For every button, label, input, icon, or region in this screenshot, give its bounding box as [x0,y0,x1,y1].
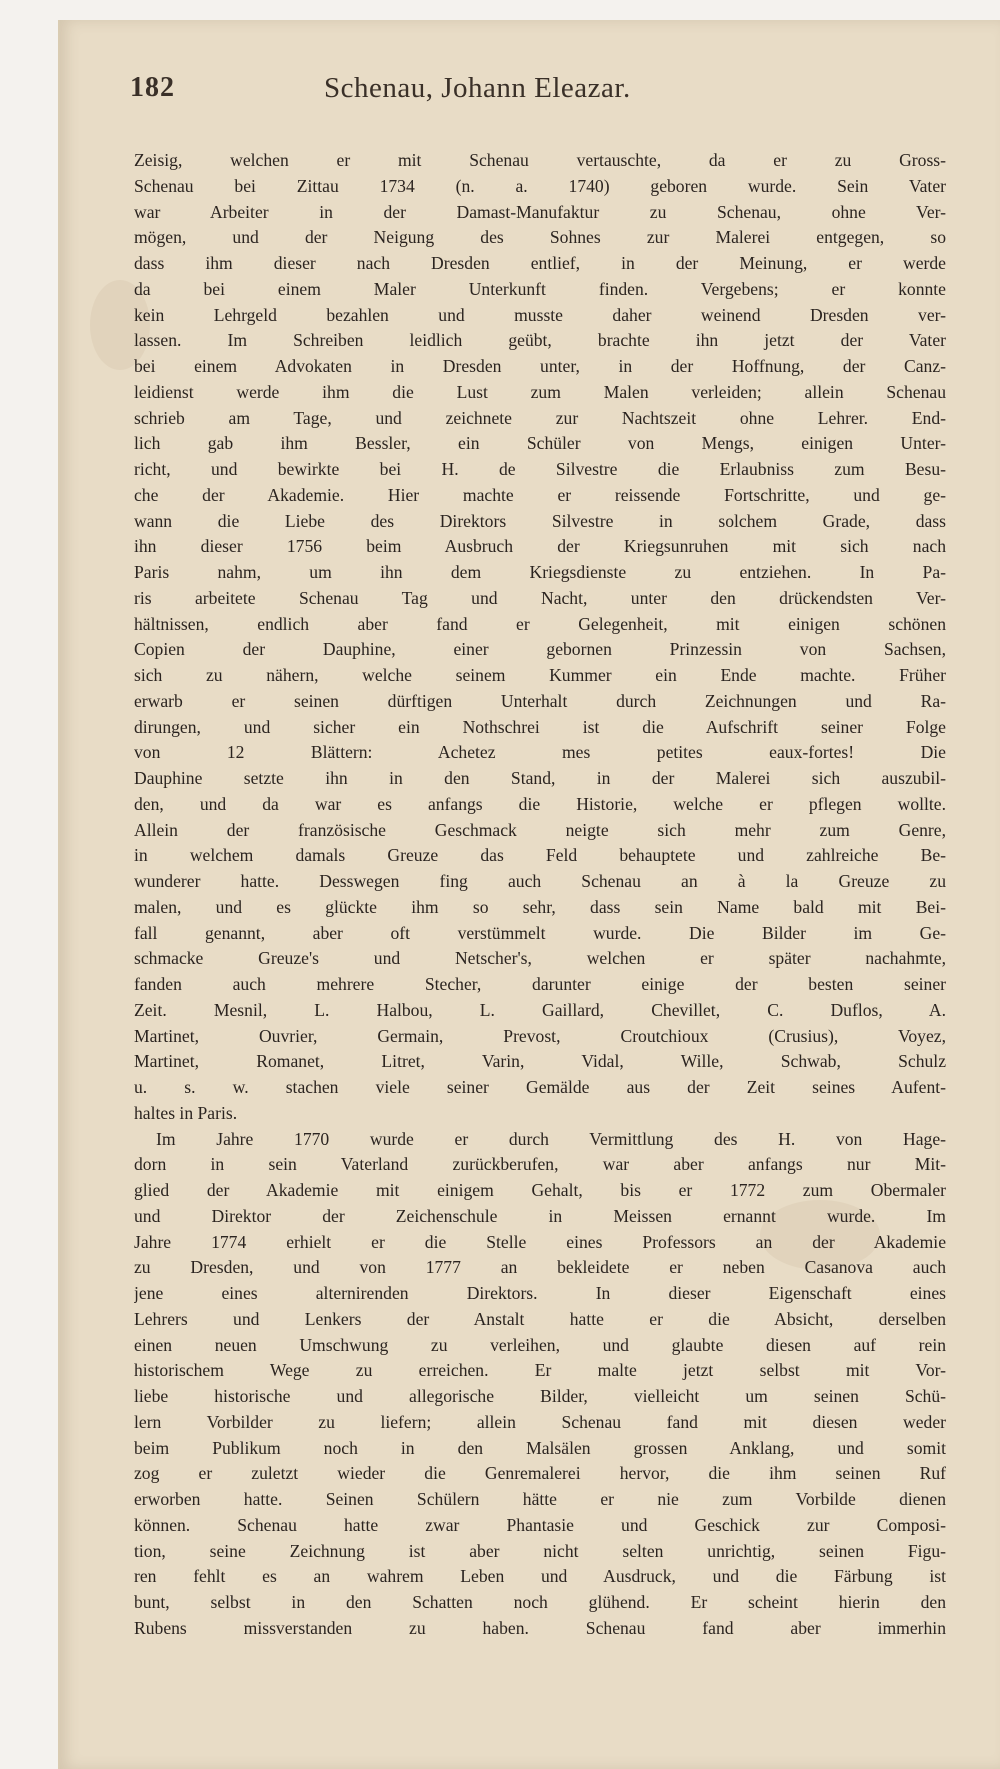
text-line: lich gab ihm Bessler, ein Schüler von Mengs, einigen Unter- [134,433,946,454]
text-line: richt, und bewirkte bei H. de Silvestre die Erlaubniss zum Besu- [134,459,946,479]
text-line: sich zu nähern, welche seinem Kummer ein Ende machte. Früher [134,665,946,685]
text-line: Martinet, Ouvrier, Germain, Prevost, Croutchioux (Crusius), Voyez, [134,1025,946,1046]
text-line: erworben hatte. Seinen Schülern hätte er nie zum Vorbilde dienen [134,1489,946,1509]
text-line: einen neuen Umschwung zu verleihen, und glaubte diesen auf rein [134,1334,946,1355]
text-line: und Direktor der Zeichenschule in Meissen ernannt wurde. Im [134,1205,946,1226]
text-line: zu Dresden, und von 1777 an bekleidete er neben Casanova auch [134,1257,946,1278]
text-line: dass ihm dieser nach Dresden entlief, in der Meinung, er werde [134,253,946,273]
text-line: lern Vorbilder zu liefern; allein Schenau fand mit diesen weder [134,1411,946,1432]
text-line: dirungen, und sicher ein Nothschrei ist die Aufschrift seiner Folge [134,716,946,737]
text-line: können. Schenau hatte zwar Phantasie und Geschick zur Composi- [134,1514,946,1535]
text-line: Allein der französische Geschmack neigte sich mehr zum Genre, [134,819,946,840]
text-line: bunt, selbst in den Schatten noch glühend. Er scheint hierin den [134,1592,946,1612]
page-number: 182 [130,72,175,103]
text-line: Im Jahre 1770 wurde er durch Vermittlung des H. von Hage- [156,1128,946,1149]
text-line: historischem Wege zu erreichen. Er malte jetzt selbst mit Vor- [134,1360,946,1381]
text-line: bei einem Advokaten in Dresden unter, in der Hoffnung, der Canz- [134,356,946,376]
text-line: u. s. w. stachen viele seiner Gemälde aus der Zeit seines Aufent- [134,1077,946,1097]
page-header [94,72,974,112]
text-line: ren fehlt es an wahrem Leben und Ausdruck, und die Färbung ist [134,1566,946,1587]
text-line: da bei einem Maler Unterkunft finden. Vergebens; er konnte [134,278,946,299]
text-line: Zeisig, welchen er mit Schenau vertauschte, da er zu Gross- [134,150,946,170]
text-line: haltes in Paris. [134,1102,238,1123]
book-page [58,20,1000,1769]
text-line: leidienst werde ihm die Lust zum Malen verleiden; allein Schenau [134,381,946,402]
text-line: von 12 Blättern: Achetez mes petites eaux-fortes! Die [134,742,946,763]
text-line: erwarb er seinen dürftigen Unterhalt durch Zeichnungen und Ra- [134,690,946,711]
text-line: lassen. Im Schreiben leidlich geübt, brachte ihn jetzt der Vater [134,330,946,351]
text-line: schrieb am Tage, und zeichnete zur Nachtszeit ohne Lehrer. End- [134,407,946,428]
text-line: Dauphine setzte ihn in den Stand, in der Malerei sich auszubil- [134,768,946,788]
text-line: glied der Akademie mit einigem Gehalt, bis er 1772 zum Obermaler [134,1180,946,1200]
text-line: Rubens missverstanden zu haben. Schenau fand aber immerhin [134,1617,946,1638]
text-line: war Arbeiter in der Damast-Manufaktur zu Schenau, ohne Ver- [134,201,946,222]
text-line: Copien der Dauphine, einer gebornen Prinzessin von Sachsen, [134,639,946,660]
text-line: Schenau bei Zittau 1734 (n. a. 1740) geboren wurde. Sein Vater [134,175,946,196]
text-line: Lehrers und Lenkers der Anstalt hatte er die Absicht, derselben [134,1308,946,1329]
text-line: Zeit. Mesnil, L. Halbou, L. Gaillard, Chevillet, C. Duflos, A. [134,999,946,1020]
text-line: kein Lehrgeld bezahlen und musste daher weinend Dresden ver- [134,304,946,325]
text-line: hältnissen, endlich aber fand er Gelegenheit, mit einigen schönen [134,613,946,634]
text-line: Paris nahm, um ihn dem Kriegsdienste zu entziehen. In Pa- [134,562,946,582]
text-line: fanden auch mehrere Stecher, darunter einige der besten seiner [134,974,946,994]
text-line: liebe historische und allegorische Bilder, vielleicht um seinen Schü- [134,1386,946,1406]
text-line: dorn in sein Vaterland zurückberufen, war aber anfangs nur Mit- [134,1154,946,1175]
text-line: zog er zuletzt wieder die Genremalerei hervor, die ihm seinen Ruf [134,1463,946,1484]
text-line: schmacke Greuze's und Netscher's, welchen er später nachahmte, [134,948,946,969]
text-line: jene eines alternirenden Direktors. In dieser Eigenschaft eines [134,1283,946,1303]
running-title: Schenau, Johann Eleazar. [324,72,631,104]
text-line: wunderer hatte. Desswegen fing auch Schenau an à la Greuze zu [134,871,946,891]
text-line: tion, seine Zeichnung ist aber nicht selten unrichtig, seinen Figu- [134,1540,946,1561]
text-line: fall genannt, aber oft verstümmelt wurde. Die Bilder im Ge- [134,922,946,943]
text-line: che der Akademie. Hier machte er reissende Fortschritte, und ge- [134,484,946,505]
text-line: Jahre 1774 erhielt er die Stelle eines Professors an der Akademie [134,1231,946,1252]
text-line: ihn dieser 1756 beim Ausbruch der Kriegsunruhen mit sich nach [134,536,946,557]
text-line: in welchem damals Greuze das Feld behauptete und zahlreiche Be- [134,845,946,866]
text-line: ris arbeitete Schenau Tag und Nacht, unter den drückendsten Ver- [134,587,946,608]
text-line: Martinet, Romanet, Litret, Varin, Vidal, Wille, Schwab, Schulz [134,1051,946,1072]
text-line: malen, und es glückte ihm so sehr, dass sein Name bald mit Bei- [134,896,946,917]
text-line: beim Publikum noch in den Malsälen grossen Anklang, und somit [134,1437,946,1458]
text-line: den, und da war es anfangs die Historie, welche er pflegen wollte. [134,793,946,814]
text-line: mögen, und der Neigung des Sohnes zur Malerei entgegen, so [134,227,946,248]
text-line: wann die Liebe des Direktors Silvestre in solchem Grade, dass [134,510,946,531]
body-text [134,148,946,1642]
